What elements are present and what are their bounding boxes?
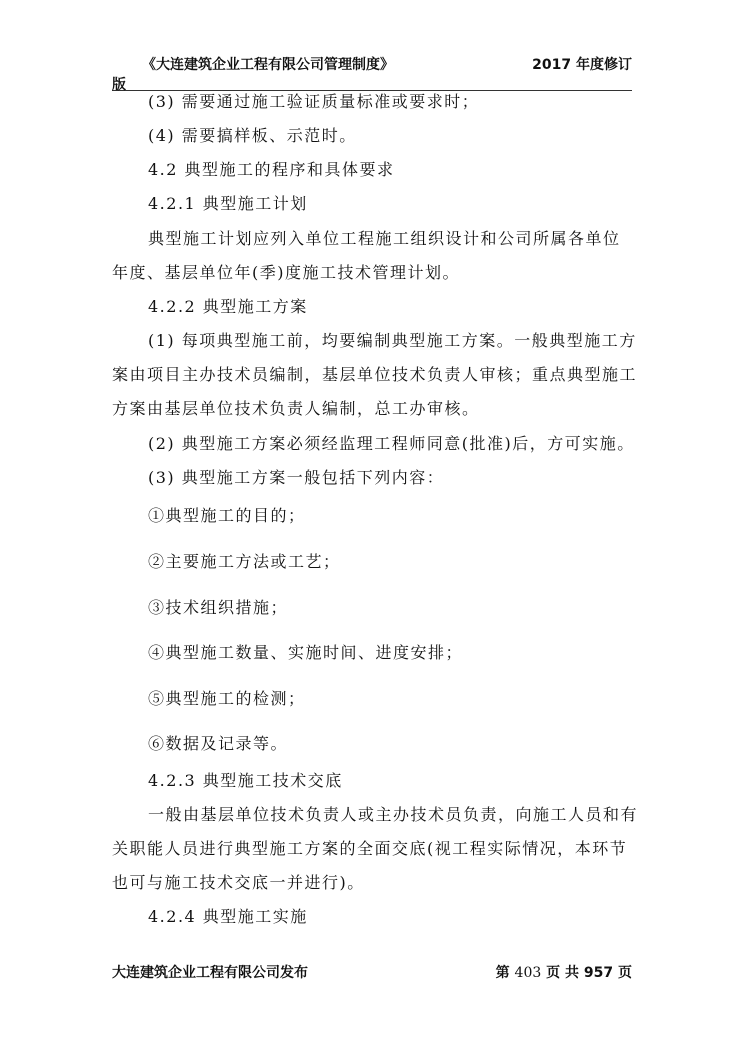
subsection-heading: 4.2.1 典型施工计划 (148, 194, 308, 213)
paragraph-line: (3) 典型施工方案一般包括下列内容： (148, 468, 445, 487)
list-item: ④典型施工数量、实施时间、进度安排； (148, 643, 464, 662)
list-item: ①典型施工的目的； (148, 506, 306, 525)
paragraph-line: 典型施工计划应列入单位工程施工组织设计和公司所属各单位 (148, 229, 621, 248)
document-title: 《大连建筑企业工程有限公司管理制度》 (142, 57, 394, 73)
list-item: ⑥数据及记录等。 (148, 734, 289, 753)
subsection-heading: 4.2.2 典型施工方案 (148, 297, 308, 316)
page-middle: 页 共 (541, 965, 584, 981)
page-prefix: 第 (495, 965, 515, 981)
footer-publisher: 大连建筑企业工程有限公司发布 (112, 965, 308, 981)
page-indicator (496, 962, 632, 982)
paragraph-line: 也可与施工技术交底一并进行)。 (112, 873, 365, 892)
paragraph-line: 方案由基层单位技术负责人编制，总工办审核。 (112, 399, 480, 418)
revision-label-continued: 版 (112, 77, 126, 93)
section-heading: 4.2 典型施工的程序和具体要求 (148, 160, 395, 179)
page-number: 403 (514, 965, 542, 981)
revision-label: 2017 年度修订 (532, 57, 632, 73)
subsection-heading: 4.2.4 典型施工实施 (148, 907, 308, 926)
paragraph-line: (1) 每项典型施工前，均要编制典型施工方案。一般典型施工方 (148, 331, 637, 350)
page-suffix: 页 (613, 965, 632, 981)
list-item: ⑤典型施工的检测； (148, 689, 306, 708)
paragraph-line: (4) 需要搞样板、示范时。 (148, 126, 357, 145)
paragraph-line: 案由项目主办技术员编制，基层单位技术负责人审核；重点典型施工 (112, 365, 638, 384)
paragraph-line: 一般由基层单位技术负责人或主办技术员负责，向施工人员和有 (148, 805, 639, 824)
page-total: 957 (583, 965, 614, 981)
paragraph-line: (3) 需要通过施工验证质量标准或要求时； (148, 92, 480, 111)
page-header (112, 50, 632, 91)
paragraph-line: (2) 典型施工方案必须经监理工程师同意(批准)后，方可实施。 (148, 434, 635, 453)
paragraph-line: 关职能人员进行典型施工方案的全面交底(视工程实际情况，本环节 (112, 839, 628, 858)
paragraph-line: 年度、基层单位年(季)度施工技术管理计划。 (112, 263, 460, 282)
list-item: ③技术组织措施； (148, 598, 289, 617)
subsection-heading: 4.2.3 典型施工技术交底 (148, 771, 343, 790)
list-item: ②主要施工方法或工艺； (148, 552, 341, 571)
